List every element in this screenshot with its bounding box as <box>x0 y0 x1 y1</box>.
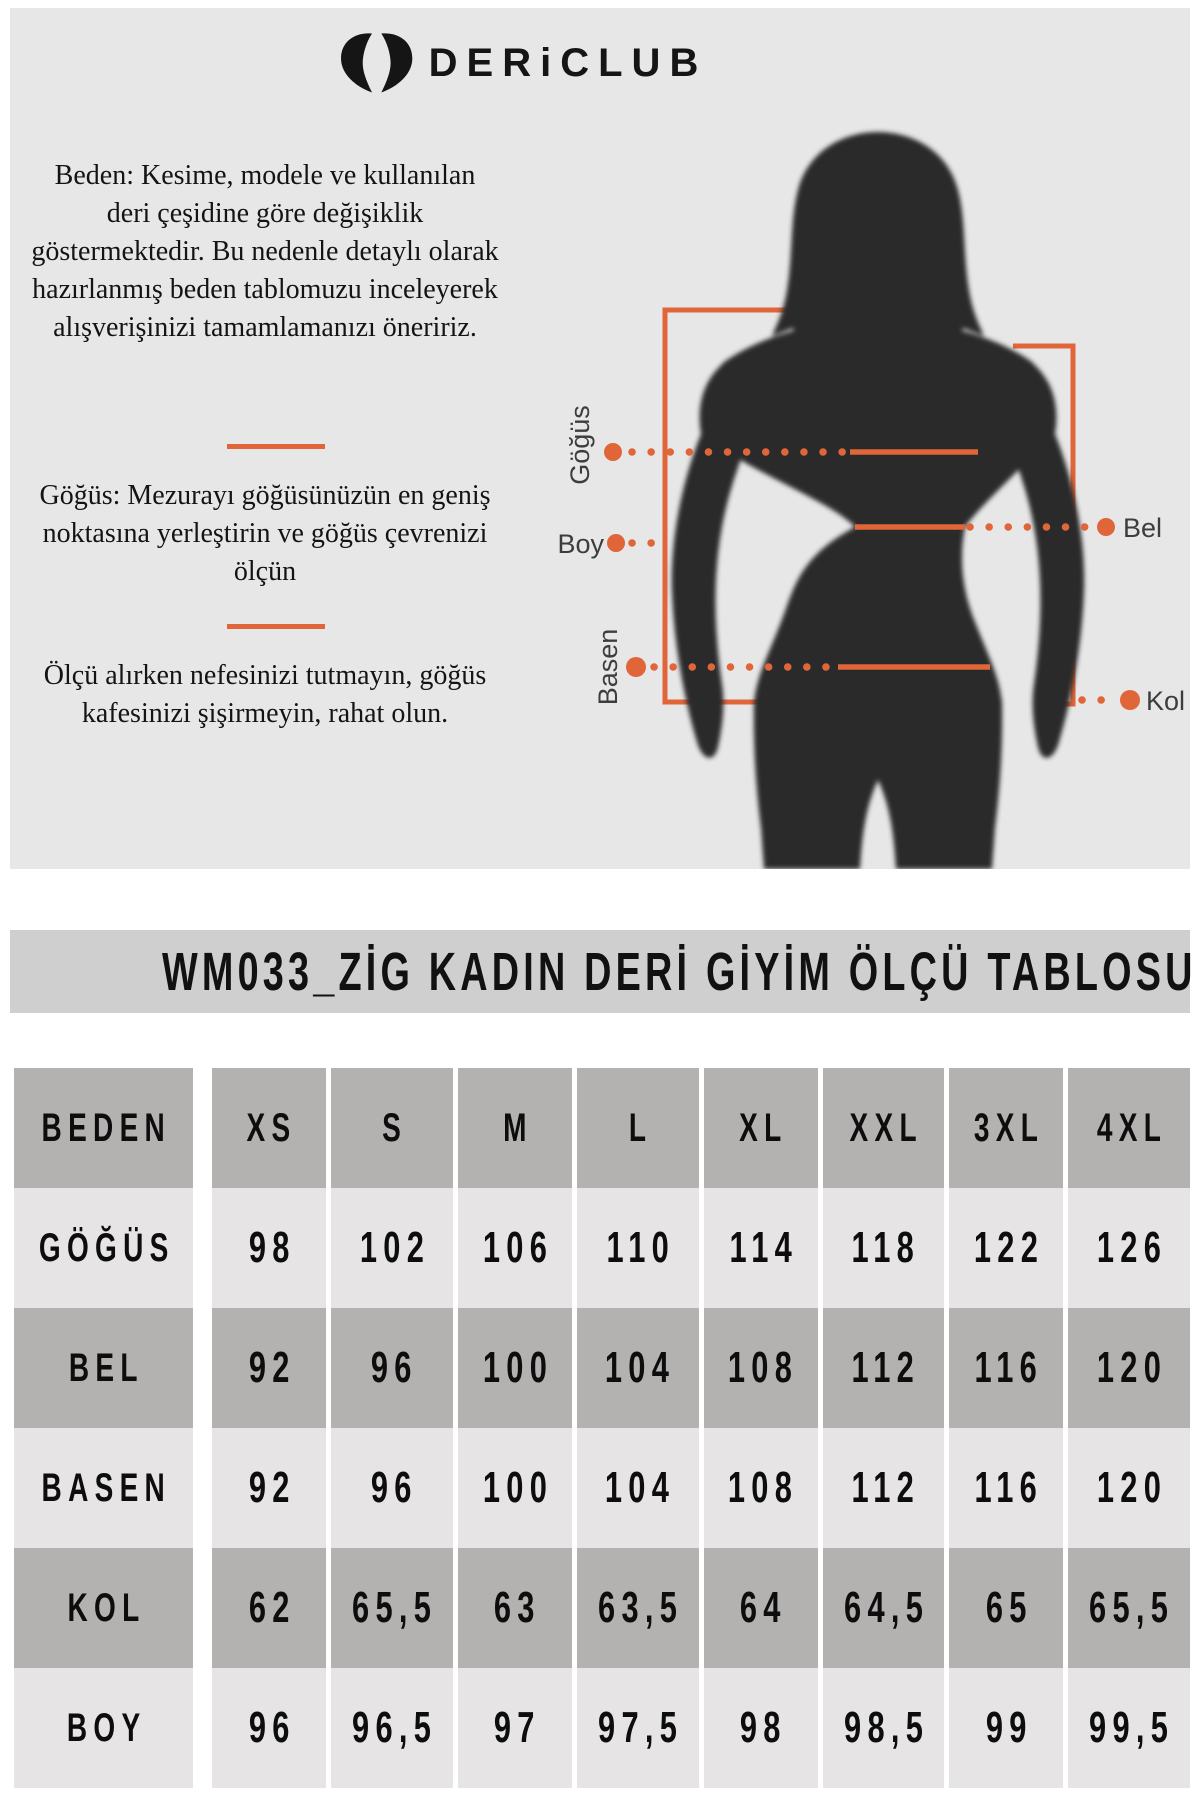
silhouette-legs <box>754 700 1002 869</box>
intro-paragraph-chest: Göğüs: Mezurayı göğüsünüzün en geniş noktasına yerleştirin ve göğüs çevrenizi ölçün <box>39 480 491 587</box>
silhouette-torso <box>703 320 1052 704</box>
size-value-cell: 97,5 <box>577 1668 699 1788</box>
size-value-cell: 112 <box>823 1428 945 1548</box>
size-value-cell: 104 <box>577 1308 699 1428</box>
size-value-cell: 99 <box>949 1668 1063 1788</box>
hip-dot <box>626 657 646 677</box>
silhouette-left-arm <box>672 358 758 758</box>
size-value-cell: 116 <box>949 1428 1063 1548</box>
measurement-info-panel <box>10 8 1190 869</box>
size-value-cell: 120 <box>1068 1308 1190 1428</box>
size-value-cell: 106 <box>458 1188 572 1308</box>
size-value-cell: 98,5 <box>823 1668 945 1788</box>
table-title: WM033_ZİG KADIN DERİ GİYİM ÖLÇÜ TABLOSU <box>162 941 1197 1002</box>
length-label: Boy <box>557 529 604 559</box>
size-value-cell: 92 <box>212 1308 326 1428</box>
size-value-cell: 126 <box>1068 1188 1190 1308</box>
size-value-cell: 63,5 <box>577 1548 699 1668</box>
size-value-cell: 65,5 <box>1068 1548 1190 1668</box>
size-value-cell: 98 <box>704 1668 818 1788</box>
size-value-cell: 65,5 <box>331 1548 453 1668</box>
size-value-cell: 96 <box>331 1308 453 1428</box>
arm-label: Kol <box>1146 686 1186 716</box>
size-value-cell: 102 <box>331 1188 453 1308</box>
size-value-cell: 64,5 <box>823 1548 945 1668</box>
table-title-banner <box>10 930 1197 1013</box>
size-value-cell: 96 <box>212 1668 326 1788</box>
intro-paragraph-size: Beden: Kesime, modele ve kullanılan deri çeşidine göre değişiklik göstermektedir. Bu nedenle detaylı olarak hazırlanmış beden tablomuzu inceleyerek alışverişinizi tamamlamanızı öneririz. <box>31 160 499 343</box>
size-value-cell: 116 <box>949 1308 1063 1428</box>
brand-name: DERiCLUB <box>428 40 708 85</box>
size-value-cell: 100 <box>458 1308 572 1428</box>
size-column-header: S <box>331 1068 453 1188</box>
size-value-cell: 108 <box>704 1308 818 1428</box>
size-value-cell: 64 <box>704 1548 818 1668</box>
waist-dot <box>1097 518 1115 536</box>
size-column-header: 3XL <box>949 1068 1063 1188</box>
size-column-header: XS <box>212 1068 326 1188</box>
size-value-cell: 110 <box>577 1188 699 1308</box>
size-column-header: XL <box>704 1068 818 1188</box>
size-value-cell: 96,5 <box>331 1668 453 1788</box>
size-value-cell: 100 <box>458 1428 572 1548</box>
measurement-figure <box>10 8 1190 869</box>
measure-row-label: BEL <box>14 1308 207 1428</box>
size-column-header: M <box>458 1068 572 1188</box>
intro-paragraph-breathing: Ölçü alırken nefesinizi tutmayın, göğüs kafesinizi şişirmeyin, rahat olun. <box>43 660 487 729</box>
measure-row-label: BASEN <box>14 1428 207 1548</box>
size-value-cell: 97 <box>458 1668 572 1788</box>
table-corner-header: BEDEN <box>14 1068 207 1188</box>
size-value-cell: 104 <box>577 1428 699 1548</box>
size-value-cell: 62 <box>212 1548 326 1668</box>
size-value-cell: 63 <box>458 1548 572 1668</box>
chest-label: Göğüs <box>565 405 596 485</box>
size-value-cell: 120 <box>1068 1428 1190 1548</box>
length-dot <box>607 534 625 552</box>
arm-dot <box>1120 690 1140 710</box>
size-column-header: L <box>577 1068 699 1188</box>
size-value-cell: 92 <box>212 1428 326 1548</box>
size-value-cell: 122 <box>949 1188 1063 1308</box>
size-table <box>14 1068 1190 1788</box>
woman-silhouette <box>672 132 1084 869</box>
size-column-header: XXL <box>823 1068 945 1188</box>
size-value-cell: 108 <box>704 1428 818 1548</box>
size-value-cell: 112 <box>823 1308 945 1428</box>
measure-row-label: GÖĞÜS <box>14 1188 207 1308</box>
size-value-cell: 118 <box>823 1188 945 1308</box>
chest-dot <box>604 443 622 461</box>
size-value-cell: 98 <box>212 1188 326 1308</box>
size-value-cell: 65 <box>949 1548 1063 1668</box>
size-value-cell: 99,5 <box>1068 1668 1190 1788</box>
measure-row-label: BOY <box>14 1668 207 1788</box>
waist-label: Bel <box>1123 513 1163 543</box>
hip-label: Basen <box>593 628 624 706</box>
size-value-cell: 114 <box>704 1188 818 1308</box>
silhouette-neck <box>852 233 904 325</box>
size-column-header: 4XL <box>1068 1068 1190 1188</box>
size-value-cell: 96 <box>331 1428 453 1548</box>
measure-row-label: KOL <box>14 1548 207 1668</box>
